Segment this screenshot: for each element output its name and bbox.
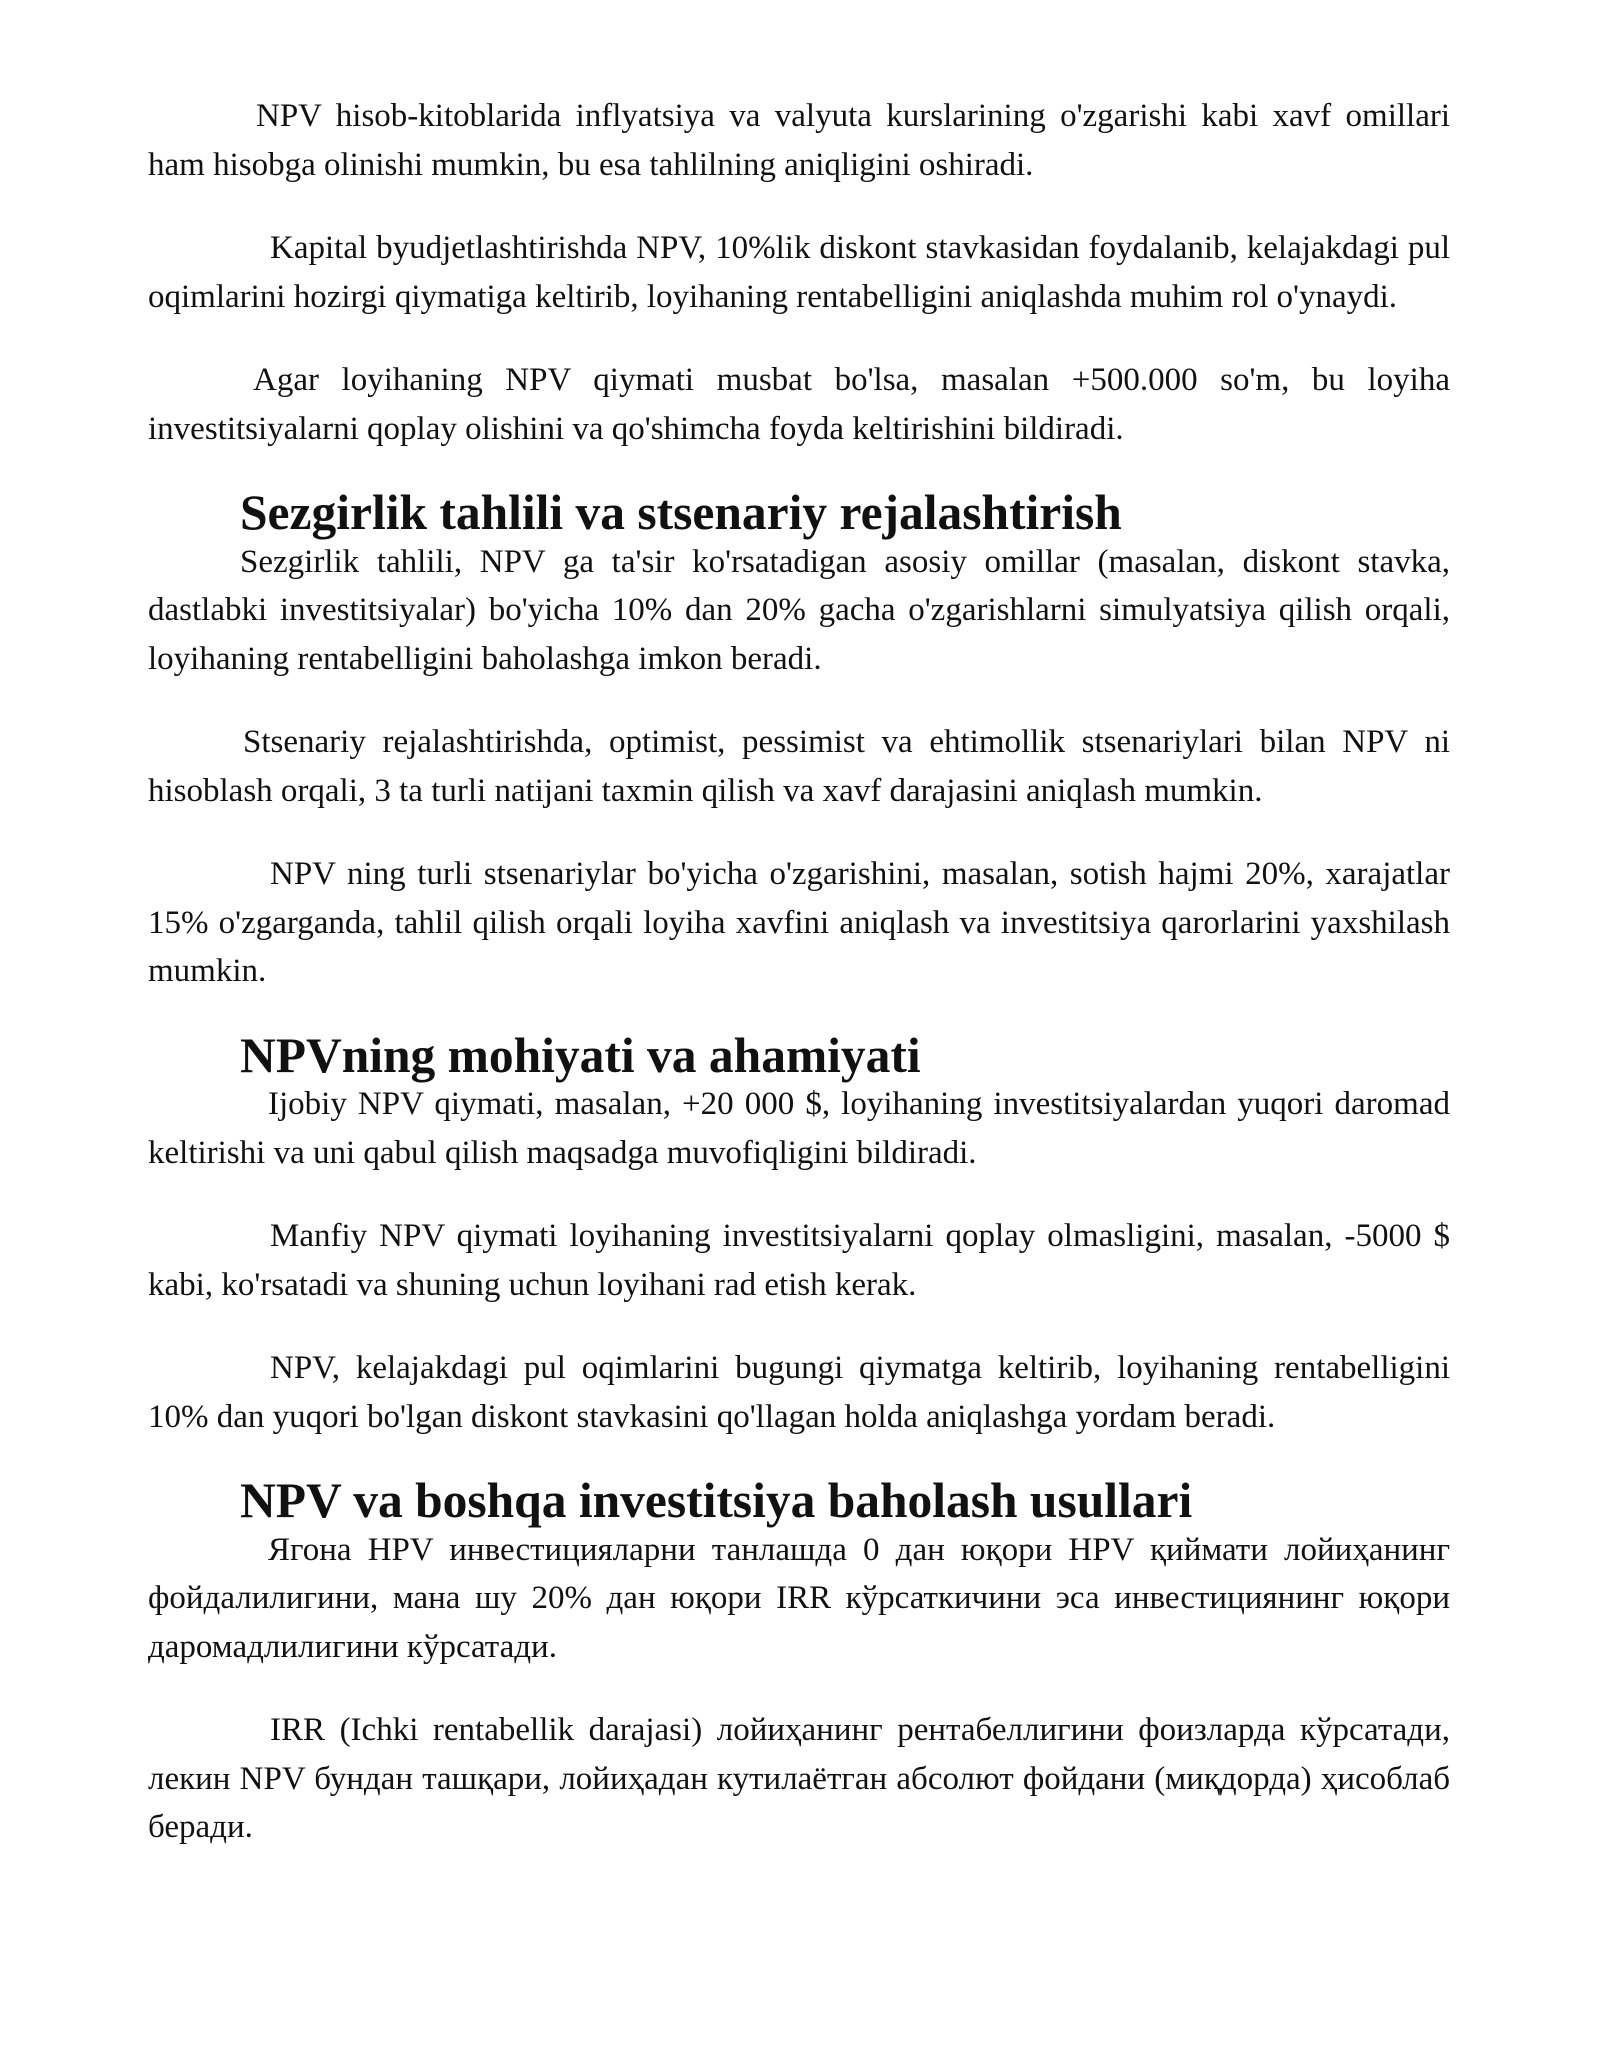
paragraph-npv-scenarios: NPV ning turli stsenariylar bo'yicha o'zgarishini, masalan, sotish hajmi 20%, xarajatlar 15% o'zgarganda, tahlil qilish orqali loyiha xavfini aniqlash va investitsiya qarorlarini yaxshilash mumkin.: [148, 856, 1450, 989]
document-page: [148, 92, 1450, 1852]
paragraph-risk-factors: NPV hisob-kitoblarida inflyatsiya va valyuta kurslarining o'zgarishi kabi xavf omillari ham hisobga olinishi mumkin, bu esa tahlilning aniqligini oshiradi.: [148, 98, 1450, 183]
paragraph-positive-npv-example: Ijobiy NPV qiymati, masalan, +20 000 $, loyihaning investitsiyalardan yuqori daromad keltirishi va uni qabul qilish maqsadga muvofiqligini bildiradi.: [148, 1086, 1450, 1171]
heading-npv-essence: NPVning mohiyati va ahamiyati: [240, 1027, 921, 1083]
paragraph-npv-irr-selection: Ягона НPV инвестицияларни танлашда 0 дан юқори НPV қиймати лойиҳанинг фойдалилигини, мана шу 20% дан юқори IRR кўрсаткичини эса инвестициянинг юқори даромадлилигини кўрсатади.: [148, 1531, 1450, 1665]
paragraph-negative-npv: Manfiy NPV qiymati loyihaning investitsiyalarni qoplay olmasligini, masalan, -5000 $ kabi, ko'rsatadi va shuning uchun loyihani rad etish kerak.: [148, 1218, 1450, 1303]
paragraph-capital-budgeting: Kapital byudjetlashtirishda NPV, 10%lik diskont stavkasidan foydalanib, kelajakdagi pul oqimlarini hozirgi qiymatiga keltirib, loyihaning rentabelligini aniqlashda muhim rol o'ynaydi.: [148, 230, 1450, 315]
paragraph-sensitivity-analysis: Sezgirlik tahlili, NPV ga ta'sir ko'rsatadigan asosiy omillar (masalan, diskont stavka, dastlabki investitsiyalar) bo'yicha 10% dan 20% gacha o'zgarishlarni simulyatsiya qilish orqali, loyihaning rentabelligini baholashga imkon beradi.: [148, 543, 1450, 677]
paragraph-positive-npv: Agar loyihaning NPV qiymati musbat bo'lsa, masalan +500.000 so'm, bu loyiha investitsiyalarni qoplay olishini va qo'shimcha foyda keltirishini bildiradi.: [148, 362, 1450, 447]
paragraph-scenario-planning: Stsenariy rejalashtirishda, optimist, pessimist va ehtimollik stsenariylari bilan NPV ni hisoblash orqali, 3 ta turli natijani taxmin qilish va xavf darajasini aniqlash mumkin.: [148, 724, 1450, 809]
paragraph-npv-discount: NPV, kelajakdagi pul oqimlarini bugungi qiymatga keltirib, loyihaning rentabelligini 10% dan yuqori bo'lgan diskont stavkasini qo'llagan holda aniqlashga yordam beradi.: [148, 1350, 1450, 1435]
heading-npv-other-methods: NPV va boshqa investitsiya baholash usullari: [240, 1473, 1193, 1528]
heading-sensitivity-analysis: Sezgirlik tahlili va stsenariy rejalashtirish: [240, 485, 1122, 540]
paragraph-irr-definition: IRR (Ichki rentabellik darajasi) лойиҳанинг рентабеллигини фоизларда кўрсатади, лекин NPV бундан ташқари, лойиҳадан кутилаётган абсолют фойдани (миқдорда) ҳисоблаб беради.: [148, 1712, 1450, 1845]
